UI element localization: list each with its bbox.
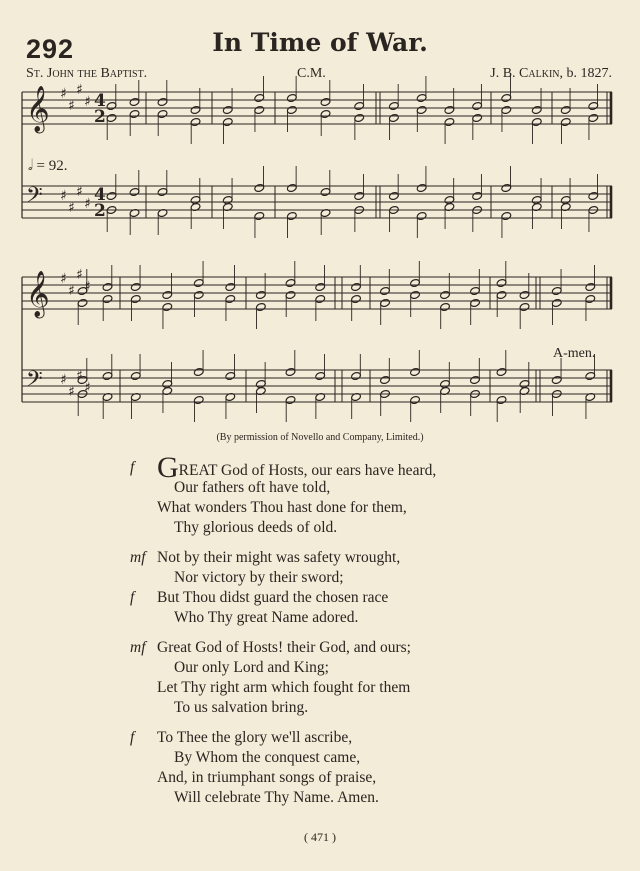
sharp-sign: ♯ xyxy=(76,82,83,98)
line-text: And, in triumphant songs of praise, xyxy=(157,769,377,786)
note-head xyxy=(106,101,117,110)
note-head xyxy=(416,211,427,220)
verse-line xyxy=(130,768,610,788)
verse-4 xyxy=(130,728,610,808)
line-text: To us salvation bring. xyxy=(174,699,309,716)
note-head xyxy=(190,117,201,126)
verse-line xyxy=(130,748,610,768)
verse-line xyxy=(130,788,610,808)
line-text: Who Thy great Name adored. xyxy=(174,609,359,626)
line-text: Our only Lord and King; xyxy=(174,659,329,676)
verse-line xyxy=(130,608,610,628)
treble-clef: 𝄞 xyxy=(26,86,50,132)
tempo-marking: 𝅗𝅥 = 92. xyxy=(28,158,68,174)
line-text: What wonders Thou hast done for them, xyxy=(157,499,407,516)
verse-line xyxy=(130,658,610,678)
note-head xyxy=(351,371,362,380)
note-head xyxy=(106,113,117,122)
page-number: ( 471 ) xyxy=(304,830,336,844)
note-head xyxy=(470,375,481,384)
note-head xyxy=(444,117,455,126)
note-head xyxy=(501,93,512,102)
note-head xyxy=(320,97,331,106)
note-head xyxy=(354,113,365,122)
time-signature: 2 xyxy=(94,107,106,127)
note-head xyxy=(551,298,562,307)
note-head xyxy=(286,105,297,114)
note-head xyxy=(388,191,399,200)
composer-name: J. B. Calkin, xyxy=(490,66,563,81)
note-head xyxy=(222,117,233,126)
note-head xyxy=(551,286,562,295)
note-head xyxy=(496,395,507,404)
verse-line xyxy=(130,698,610,718)
note-head xyxy=(560,105,571,114)
note-head xyxy=(519,302,530,311)
note-head xyxy=(285,290,296,299)
note-head xyxy=(588,113,599,122)
note-head xyxy=(225,282,236,291)
note-head xyxy=(354,101,365,110)
note-head xyxy=(496,367,507,376)
note-head xyxy=(225,294,236,303)
note-head xyxy=(472,101,483,110)
note-head xyxy=(531,105,542,114)
hymn-number: 292 xyxy=(26,34,75,64)
verse-line xyxy=(130,638,610,658)
note-head xyxy=(102,282,113,291)
sharp-sign: ♯ xyxy=(76,267,83,283)
note-head xyxy=(410,367,421,376)
note-head xyxy=(380,375,391,384)
time-signature: 2 xyxy=(94,201,106,221)
note-head xyxy=(102,371,113,380)
note-head xyxy=(496,290,507,299)
sharp-sign: ♯ xyxy=(76,368,83,384)
verse-line xyxy=(130,728,610,748)
meter: C.M. xyxy=(297,66,326,81)
line-text: By Whom the conquest came, xyxy=(174,749,361,766)
note-head xyxy=(225,371,236,380)
time-signature: 4 xyxy=(94,91,106,111)
music-score xyxy=(0,0,640,430)
time-signature: 4 xyxy=(94,185,106,205)
note-head xyxy=(585,294,596,303)
note-head xyxy=(157,109,168,118)
note-head xyxy=(410,290,421,299)
note-head xyxy=(320,109,331,118)
line-text: REAT God of Hosts, our ears have heard, xyxy=(178,462,437,479)
permission-note: (By permission of Novello and Company, Limited.) xyxy=(216,432,424,443)
dynamic-marking: mf xyxy=(130,549,146,566)
verse-2 xyxy=(130,548,610,628)
note-head xyxy=(354,191,365,200)
note-head xyxy=(315,294,326,303)
note-head xyxy=(254,105,265,114)
sharp-sign: ♯ xyxy=(68,283,75,299)
note-head xyxy=(501,105,512,114)
note-head xyxy=(416,183,427,192)
sharp-sign: ♯ xyxy=(76,184,83,200)
note-head xyxy=(585,282,596,291)
verse-line xyxy=(130,451,610,484)
note-head xyxy=(315,371,326,380)
note-head xyxy=(129,97,140,106)
note-head xyxy=(472,191,483,200)
note-head xyxy=(388,101,399,110)
note-head xyxy=(255,302,266,311)
note-head xyxy=(157,97,168,106)
verse-line xyxy=(130,498,610,518)
line-text: Our fathers oft have told, xyxy=(174,479,331,496)
note-head xyxy=(130,294,141,303)
note-head xyxy=(285,395,296,404)
note-head xyxy=(588,101,599,110)
note-head xyxy=(501,183,512,192)
amen-label: A-men. xyxy=(553,346,596,361)
line-text: Will celebrate Thy Name. Amen. xyxy=(174,789,379,806)
line-text: Thy glorious deeds of old. xyxy=(174,519,338,536)
note-head xyxy=(410,278,421,287)
note-head xyxy=(254,183,265,192)
line-text: Great God of Hosts! their God, and ours; xyxy=(157,639,411,656)
composer-birth: b. 1827. xyxy=(566,66,612,81)
note-head xyxy=(496,278,507,287)
note-head xyxy=(440,302,451,311)
dynamic-marking: f xyxy=(130,729,135,746)
sharp-sign: ♯ xyxy=(68,200,75,216)
sharp-sign: ♯ xyxy=(84,380,91,396)
note-head xyxy=(157,187,168,196)
note-head xyxy=(162,290,173,299)
sharp-sign: ♯ xyxy=(60,86,67,102)
note-head xyxy=(380,298,391,307)
sharp-sign: ♯ xyxy=(84,196,91,212)
note-head xyxy=(193,278,204,287)
note-head xyxy=(254,211,265,220)
drop-cap: G xyxy=(157,451,179,484)
line-text: To Thee the glory we'll ascribe, xyxy=(157,729,353,746)
note-head xyxy=(470,286,481,295)
note-head xyxy=(286,93,297,102)
sharp-sign: ♯ xyxy=(60,188,67,204)
note-head xyxy=(501,211,512,220)
note-head xyxy=(588,191,599,200)
note-head xyxy=(440,290,451,299)
verse-1 xyxy=(130,451,610,538)
dynamic-marking: f xyxy=(130,459,135,476)
note-head xyxy=(286,211,297,220)
verse-line xyxy=(130,588,610,608)
line-text: But Thou didst guard the chosen race xyxy=(157,589,389,606)
note-head xyxy=(585,371,596,380)
line-text: Let Thy right arm which fought for them xyxy=(157,679,411,696)
verse-3 xyxy=(130,638,610,718)
note-head xyxy=(416,93,427,102)
note-head xyxy=(444,105,455,114)
sharp-sign: ♯ xyxy=(84,94,91,110)
note-head xyxy=(286,183,297,192)
note-head xyxy=(285,278,296,287)
note-head xyxy=(129,187,140,196)
note-head xyxy=(388,113,399,122)
verse-line xyxy=(130,678,610,698)
note-head xyxy=(285,367,296,376)
note-head xyxy=(222,105,233,114)
note-head xyxy=(193,367,204,376)
note-head xyxy=(519,290,530,299)
note-head xyxy=(106,191,117,200)
note-head xyxy=(129,109,140,118)
sharp-sign: ♯ xyxy=(68,384,75,400)
tune-name: St. John the Baptist. xyxy=(26,66,148,81)
dynamic-marking: f xyxy=(130,589,135,606)
note-head xyxy=(351,282,362,291)
note-head xyxy=(77,298,88,307)
sharp-sign: ♯ xyxy=(60,271,67,287)
bass-clef: 𝄢 xyxy=(26,183,43,213)
note-head xyxy=(162,302,173,311)
note-head xyxy=(380,286,391,295)
line-text: Not by their might was safety wrought, xyxy=(157,549,401,566)
note-head xyxy=(416,105,427,114)
note-head xyxy=(472,113,483,122)
note-head xyxy=(255,290,266,299)
note-head xyxy=(320,187,331,196)
note-head xyxy=(190,105,201,114)
note-head xyxy=(193,290,204,299)
sharp-sign: ♯ xyxy=(84,279,91,295)
treble-clef: 𝄞 xyxy=(26,271,50,317)
note-head xyxy=(351,294,362,303)
note-head xyxy=(130,371,141,380)
hymn-verses xyxy=(130,451,610,818)
note-head xyxy=(130,282,141,291)
sharp-sign: ♯ xyxy=(60,372,67,388)
note-head xyxy=(551,375,562,384)
verse-line xyxy=(130,548,610,568)
dynamic-marking: mf xyxy=(130,639,146,656)
note-head xyxy=(470,298,481,307)
note-head xyxy=(254,93,265,102)
note-head xyxy=(193,395,204,404)
note-head xyxy=(560,117,571,126)
note-head xyxy=(102,294,113,303)
sharp-sign: ♯ xyxy=(68,98,75,114)
verse-line xyxy=(130,568,610,588)
note-head xyxy=(315,282,326,291)
verse-line xyxy=(130,478,610,498)
note-head xyxy=(531,117,542,126)
line-text: Nor victory by their sword; xyxy=(174,569,344,586)
hymn-title: In Time of War. xyxy=(212,28,428,57)
verse-line xyxy=(130,518,610,538)
bass-clef: 𝄢 xyxy=(26,367,43,397)
note-head xyxy=(410,395,421,404)
